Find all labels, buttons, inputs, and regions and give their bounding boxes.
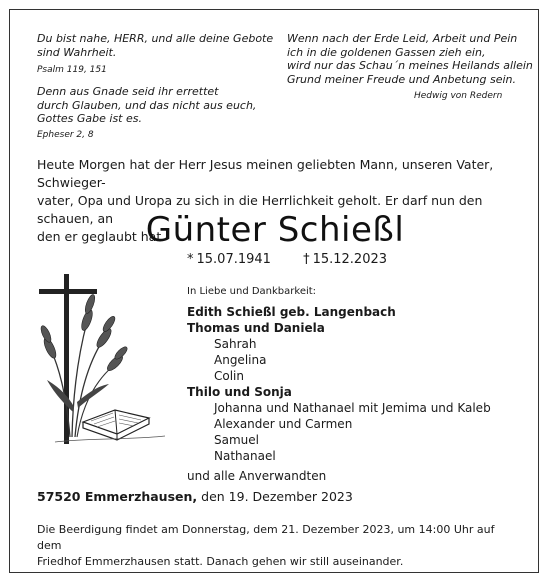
death-date: 15.12.2023 [312, 252, 388, 267]
life-dates [187, 252, 415, 267]
poem-author: Hedwig von Redern [414, 91, 503, 101]
quote-line: wird nur das Schau´n meines Heilands allein [287, 59, 533, 72]
spouse-name: Edith Schießl geb. Langenbach [187, 305, 396, 319]
quote-line: Wenn nach der Erde Leid, Arbeit und Pein [287, 32, 518, 45]
poem-quote [287, 32, 533, 86]
psalm-reference: Psalm 119, 151 [37, 65, 107, 75]
announcement-line: vater, Opa und Uropa zu sich in die Herrlichkeit geholt. Er darf nun den schauen, an [37, 193, 483, 226]
place-date-text: den 19. Dezember 2023 [201, 489, 353, 504]
ephesians-quote [37, 85, 256, 126]
quote-line: durch Glauben, und das nicht aus euch, [37, 98, 257, 112]
family-child: Johanna und Nathanael mit Jemima und Kaleb [214, 401, 491, 415]
quote-line: Denn aus Gnade seid ihr errettet [37, 85, 219, 98]
family-group-head: Thomas und Daniela [187, 321, 325, 335]
place-date [37, 489, 353, 504]
ephesians-reference: Epheser 2, 8 [37, 130, 94, 140]
family-child: Sahrah [214, 337, 257, 351]
death-symbol: † [303, 252, 310, 267]
family-child: Colin [214, 369, 244, 383]
deceased-name: Günter Schießl [145, 210, 405, 250]
family-list [187, 284, 491, 484]
quote-line: Gottes Gabe ist es. [37, 112, 142, 125]
death [303, 252, 401, 267]
place-location: 57520 Emmerzhausen, [37, 489, 198, 504]
family-child: Angelina [214, 353, 267, 367]
cross-wheat-bible-icon [37, 262, 172, 452]
family-group-head: Thilo und Sonja [187, 385, 292, 399]
announcement-line: Heute Morgen hat der Herr Jesus meinen geliebten Mann, unseren Vater, Schwieger- [37, 157, 494, 190]
funeral-line: Die Beerdigung findet am Donnerstag, dem 21. Dezember 2023, um 14:00 Uhr auf dem [37, 523, 495, 552]
funeral-line: Friedhof Emmerzhausen statt. Danach gehen wir still auseinander. [37, 555, 404, 568]
funeral-info [37, 522, 517, 570]
quote-line: ich in die goldenen Gassen zieh ein, [287, 45, 486, 59]
birth [187, 252, 285, 267]
family-child: Nathanael [214, 449, 276, 463]
family-child: Samuel [214, 433, 259, 447]
birth-date: 15.07.1941 [196, 252, 271, 267]
family-closing: und alle Anverwandten [187, 469, 327, 483]
quote-line: Du bist nahe, HERR, und alle deine Gebote [37, 32, 274, 45]
family-intro: In Liebe und Dankbarkeit: [187, 286, 317, 297]
birth-symbol: * [187, 252, 194, 267]
quote-line: sind Wahrheit. [37, 45, 117, 59]
family-child: Alexander und Carmen [214, 417, 353, 431]
announcement-line: den er geglaubt hat [37, 229, 162, 244]
quote-line: Grund meiner Freude und Anbetung sein. [287, 72, 517, 86]
psalm-quote [37, 32, 273, 59]
